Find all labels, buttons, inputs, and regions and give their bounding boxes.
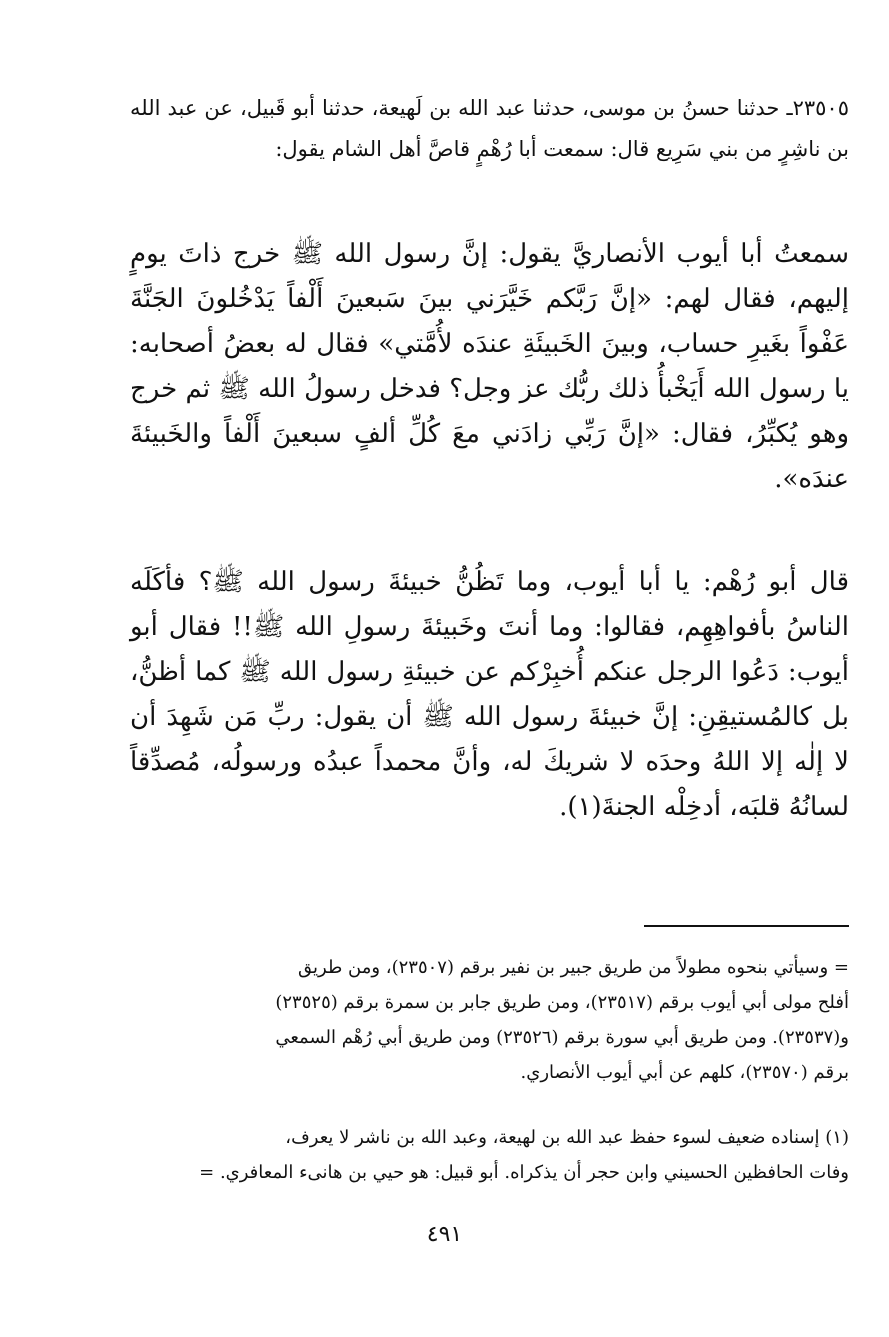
footnote-line: أفلح مولى أبي أيوب برقم (٢٣٥١٧)، ومن طريق جابر بن سمرة برقم (٢٣٥٢٥) [275, 992, 849, 1013]
hadith-text-part2: قال أبو رُهْم: يا أبا أيوب، وما تَظُنُّ خبيئةَ رسول الله ﷺ؟ فأكَلَه الناسُ بأفواهِهِم، فقالوا: وما أنتَ وخَبيئةَ رسولِ الله ﷺ!! فقال أبو أيوب: دَعُوا الرجل عنكم أُخبِرْكم عن خبيئةِ رسول الله ﷺ كما أظنُّ، بل كالمُستيقِنِ: إنَّ خبيئةَ رسول الله ﷺ أن يقول: ربِّ مَن شَهِدَ أن لا إلٰه إلا اللهُ وحدَه لا شريكَ له، وأنَّ محمداً عبدُه ورسولُه، مُصدِّقاً لسانُهُ قلبَه، أدخِلْه الجنةَ(١). [130, 567, 849, 822]
hadith-text-part1: سمعتُ أبا أيوب الأنصاريَّ يقول: إنَّ رسول الله ﷺ خرج ذاتَ يومٍ إليهم، فقال لهم: «إنَّ رَبَّكم خَيَّرَني بينَ سَبعينَ أَلْفاً يَدْخُلونَ الجَنَّةَ عَفْواً بغَيرِ حساب، وبينَ الخَبيئَةِ عندَه لأُمَّتي» فقال له بعضُ أصحابه: يا رسول الله أَيَخْبأُ ذلك ربُّك عز وجل؟ فدخل رسولُ الله ﷺ ثم خرج وهو يُكبِّرُ، فقال: «إنَّ رَبِّي زادَني معَ كُلِّ ألفٍ سبعينَ أَلْفاً والخَبيئةَ عندَه». [130, 239, 849, 494]
footnote-line: و(٢٣٥٣٧). ومن طريق أبي سورة برقم (٢٣٥٢٦) ومن طريق أبي رُهْم السمعي [275, 1027, 849, 1048]
footnote-1 [130, 1120, 849, 1190]
footnote-continuation [130, 950, 849, 1090]
footnote-line: وفات الحافظين الحسيني وابن حجر أن يذكراه. أبو قبيل: هو حيي بن هانىء المعافري. = [199, 1162, 849, 1183]
footnote-line: برقم (٢٣٥٧٠)، كلهم عن أبي أيوب الأنصاري. [520, 1062, 849, 1083]
document-page [130, 0, 849, 1337]
hadith-isnad-intro: ٢٣٥٠٥ـ حدثنا حسنُ بن موسى، حدثنا عبد الله بن لَهيعة، حدثنا أبو قَبيل، عن عبد الله بن ناشِرٍ من بني سَرِيع قال: سمعت أبا رُهْمٍ قاصَّ أهل الشام يقول: [130, 96, 849, 161]
footnote-separator [644, 925, 849, 927]
page-number: ٤٩١ [426, 1222, 463, 1247]
footnote-line: = وسيأتي بنحوه مطولاً من طريق جبير بن نفير برقم (٢٣٥٠٧)، ومن طريق [298, 957, 849, 978]
footnote-line: (١) إسناده ضعيف لسوء حفظ عبد الله بن لهيعة، وعبد الله بن ناشر لا يعرف، [285, 1127, 849, 1148]
